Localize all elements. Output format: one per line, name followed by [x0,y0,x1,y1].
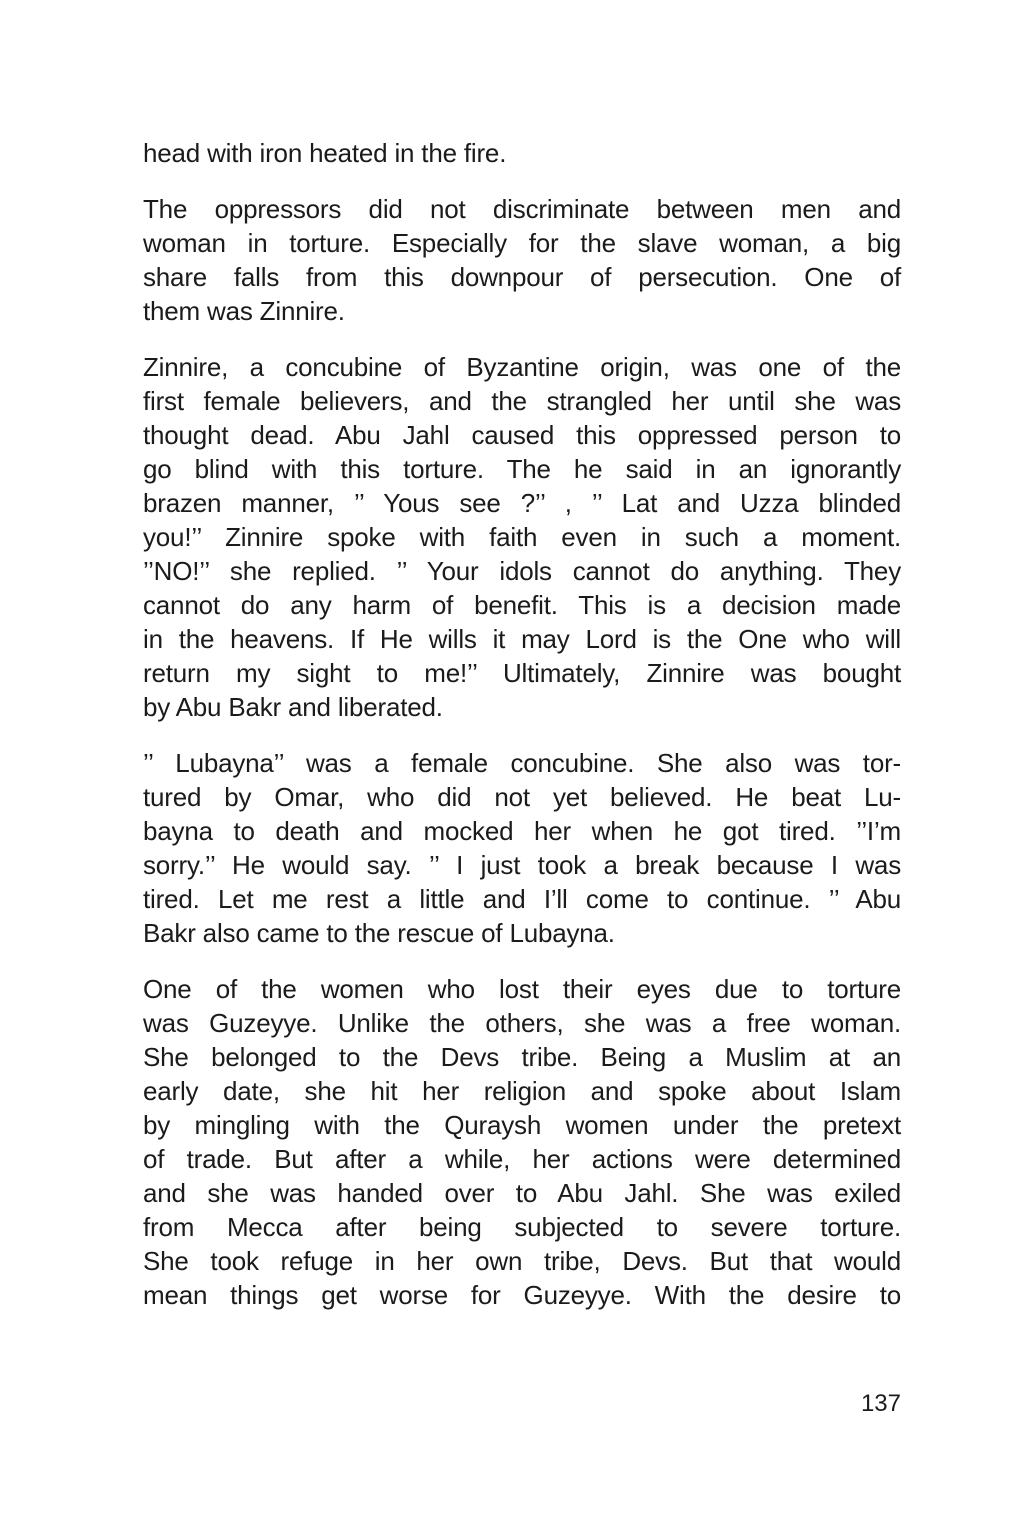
text-line: ’’ Lubayna’’ was a female concubine. She also was tor- [143,748,901,778]
text-line: tured by Omar, who did not yet believed. He beat Lu- [143,782,901,812]
text-line: tired. Let me rest a little and I’ll come to continue. ’’ Abu [143,884,901,914]
text-line: thought dead. Abu Jahl caused this oppressed person to [143,420,901,450]
text-line: One of the women who lost their eyes due to torture [143,974,901,1004]
text-line: of trade. But after a while, her actions were determined [143,1144,901,1174]
text-line: you!’’ Zinnire spoke with faith even in such a moment. [143,522,901,552]
text-line: by Abu Bakr and liberated. [143,692,443,722]
text-line: mean things get worse for Guzeyye. With the desire to [143,1280,901,1310]
text-line: brazen manner, ’’ Yous see ?’’ , ’’ Lat and Uzza blinded [143,488,901,518]
text-line: She belonged to the Devs tribe. Being a Muslim at an [143,1042,901,1072]
text-line: go blind with this torture. The he said in an ignorantly [143,454,901,484]
paragraph [143,350,901,724]
text-line: by mingling with the Quraysh women under the pretext [143,1110,901,1140]
text-line: Zinnire, a concubine of Byzantine origin, was one of the [143,352,901,382]
text-line: from Mecca after being subjected to severe torture. [143,1212,901,1242]
paragraph [143,192,901,328]
paragraph [143,746,901,950]
text-line: first female believers, and the strangled her until she was [143,386,901,416]
text-line: Bakr also came to the rescue of Lubayna. [143,918,615,948]
text-line: them was Zinnire. [143,296,345,326]
page-number: 137 [860,1390,901,1417]
text-line: head with iron heated in the fire. [143,138,507,168]
paragraph [143,136,901,170]
text-line: return my sight to me!’’ Ultimately, Zinnire was bought [143,658,901,688]
text-line: in the heavens. If He wills it may Lord is the One who will [143,624,901,654]
page-body-text [143,136,901,1334]
paragraph [143,972,901,1312]
text-line: cannot do any harm of benefit. This is a decision made [143,590,901,620]
text-line: woman in torture. Especially for the slave woman, a big [143,228,901,258]
text-line: and she was handed over to Abu Jahl. She was exiled [143,1178,901,1208]
text-line: sorry.’’ He would say. ’’ I just took a break because I was [143,850,901,880]
text-line: was Guzeyye. Unlike the others, she was a free woman. [143,1008,901,1038]
text-line: early date, she hit her religion and spoke about Islam [143,1076,901,1106]
text-line: The oppressors did not discriminate between men and [143,194,901,224]
text-line: ’’NO!’’ she replied. ’’ Your idols cannot do anything. They [143,556,901,586]
text-line: bayna to death and mocked her when he got tired. ’’I’m [143,816,901,846]
text-line: She took refuge in her own tribe, Devs. But that would [143,1246,901,1276]
text-line: share falls from this downpour of persecution. One of [143,262,901,292]
